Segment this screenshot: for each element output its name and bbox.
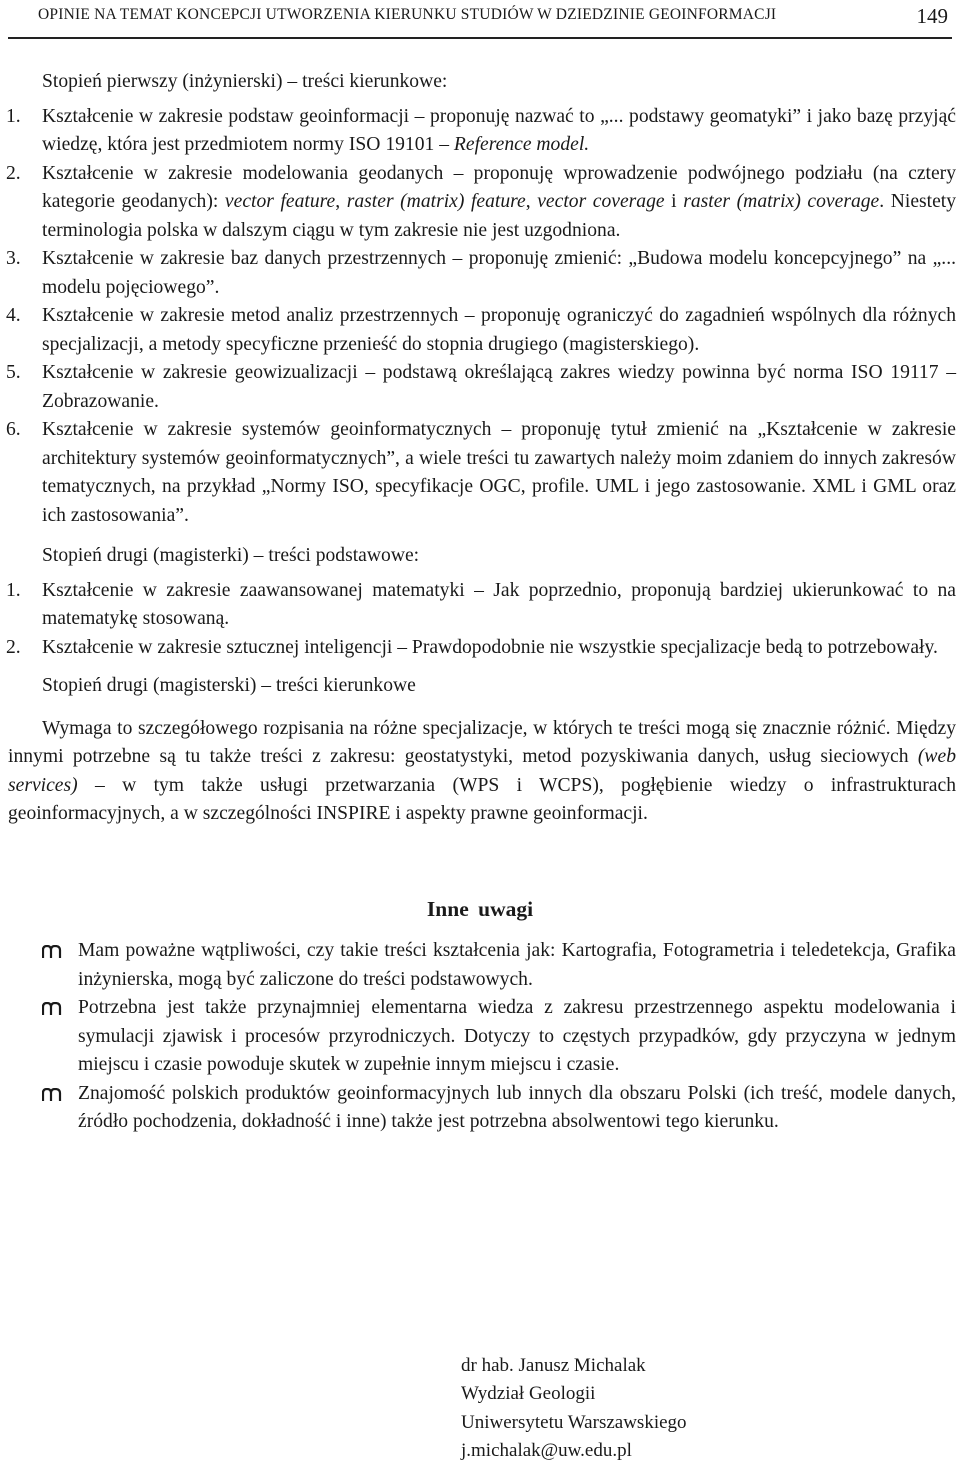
list-item (0, 160, 960, 246)
list-item-number: 1. (6, 105, 21, 127)
paragraph-text: Wymaga to szczegółowego rozpisania na różne specjalizacje, w których te treści mogą się znacznie różnić. Między innymi potrzebne są tu także treści z zakresu: geostatystyki, metod pozyskiwania danych, usług sieciowych (8, 717, 956, 767)
list-item (0, 103, 960, 160)
section-heading-second-degree-basic: Stopień drugi (magisterki) – treści podstawowe: (42, 545, 420, 566)
bullet-text: Mam poważne wątpliwości, czy takie treści kształcenia jak: Kartografia, Fotogrametria i teledetekcja, Grafika inżynierska, mogą być zaliczone do treści podstawowych. (78, 940, 956, 990)
list-item-text: Kształcenie w zakresie geowizualizacji – podstawą określającą zakres wiedzy powinna być norma ISO 19117 – Zobrazowanie. (42, 362, 956, 412)
author-university: Uniwersytetu Warszawskiego (461, 1411, 687, 1433)
bullet-icon (42, 945, 62, 959)
list-item-text: Kształcenie w zakresie modelowania geodanych – proponuję wprowadzenie podwójnego podziału (na cztery kategorie geodanych): (42, 162, 956, 212)
list-item-text: Kształcenie w zakresie zaawansowanej matematyki – Jak poprzednio, proponują bardziej ukierunkować to na matematykę stosowaną. (42, 579, 956, 629)
list-item-emphasis: raster (matrix) coverage (683, 191, 880, 212)
bullet-item (0, 994, 960, 1080)
list-item (0, 245, 960, 302)
list-item-number: 6. (6, 419, 21, 440)
running-header (8, 0, 952, 39)
list-item (0, 577, 960, 634)
list-item-emphasis: vector feature (224, 191, 336, 212)
bullet-text: Znajomość polskich produktów geoinformacyjnych lub innych dla obszaru Polski (ich treść, modele danych, źródło pochodzenia, dokładność i inne) także jest potrzebna absolwentowi tego kierunku. (78, 1082, 956, 1132)
list-item-number: 1. (6, 579, 21, 601)
paragraph-emphasis: (web services) (8, 746, 956, 796)
paragraph (0, 715, 960, 829)
list-item-emphasis: Reference model. (453, 134, 590, 155)
paragraph-text: – w tym także usługi przetwarzania (WPS i WCPS), pogłębienie wiedzy o infrastrukturach geoinformacyjnych, a w szczególności INSPIRE i aspekty prawne geoinformacji. (8, 774, 956, 824)
bullet-icon (42, 1002, 62, 1016)
author-email: j.michalak@uw.edu.pl (461, 1439, 632, 1461)
running-header-title: OPINIE NA TEMAT KONCEPCJI UTWORZENIA KIERUNKU STUDIÓW W DZIEDZINIE GEOINFORMACJI (38, 6, 777, 23)
list-item-text: , (335, 191, 347, 212)
list-item-text: Kształcenie w zakresie sztucznej inteligencji – Prawdopodobnie nie wszystkie specjalizacje bedą to potrzebowały. (42, 636, 938, 658)
list-item-text: Kształcenie w zakresie baz danych przestrzennych – proponuję zmienić: „Budowa modelu koncepcyjnego” na „... modelu pojęciowego”. (42, 248, 956, 298)
list-item (0, 634, 960, 663)
author-signature (461, 1352, 687, 1465)
list-item-text: . Niestety terminologia polska w dalszym ciągu w tym zakresie nie jest uzgodniona. (42, 191, 957, 241)
bullet-icon (42, 1088, 62, 1102)
list-item-text: , (525, 191, 538, 212)
list-item-emphasis: raster (matrix) feature (346, 191, 526, 212)
author-faculty: Wydział Geologii (461, 1383, 596, 1405)
page-number: 149 (916, 4, 948, 28)
list-item-emphasis: vector coverage (537, 191, 665, 212)
section-heading-second-degree-field: Stopień drugi (magisterski) – treści kierunkowe (42, 675, 416, 696)
list-item-text: Kształcenie w zakresie systemów geoinformatycznych – proponuję tytuł zmienić na „Kształcenie w zakresie architektury systemów geoinformatycznych”, a wiele treści tu zawartych należy moim zdaniem do innych zakresów tematycznych, na przykład „Normy ISO, specyfikacje OGC, profile. UML i jego zastosowanie. XML i GML oraz ich zastosowania”. (42, 419, 956, 526)
list-item (0, 359, 960, 416)
bullet-text: Potrzebna jest także przynajmniej elementarna wiedza z zakresu przestrzennego aspektu modelowania i symulacji zjawisk i procesów przyrodniczych. Dotyczy to częstych przypadków, gdy przyczyna w jednym miejscu i czasie powoduje skutek w zupełnie innym miejscu i czasie. (78, 997, 956, 1075)
list-item-text: Kształcenie w zakresie podstaw geoinformacji – proponuję nazwać to „... podstawy geomatyki” i jako bazę przyjąć wiedzę, która jest przedmiotem normy ISO 19101 – (42, 105, 956, 155)
list-item-number: 2. (6, 162, 21, 184)
section-heading-first-degree: Stopień pierwszy (inżynierski) – treści kierunkowe: (42, 71, 448, 92)
bullet-item (0, 1080, 960, 1137)
list-item (0, 302, 960, 359)
list-item-text: Kształcenie w zakresie metod analiz przestrzennych – proponuję ograniczyć do zagadnień wspólnych dla różnych specjalizacji, a metody specyficzne przenieść do stopnia drugiego (magisterskiego). (42, 305, 956, 355)
section-title-other-remarks: Inne uwagi (426, 896, 534, 921)
article-body (0, 68, 960, 1137)
list-item (0, 416, 960, 530)
bullet-item (0, 937, 960, 994)
list-item-number: 5. (6, 362, 21, 383)
list-item-number: 4. (6, 305, 21, 326)
list-item-number: 2. (6, 636, 21, 658)
list-item-text: i (664, 191, 684, 212)
author-name: dr hab. Janusz Michalak (461, 1355, 646, 1376)
list-item-number: 3. (6, 248, 21, 269)
